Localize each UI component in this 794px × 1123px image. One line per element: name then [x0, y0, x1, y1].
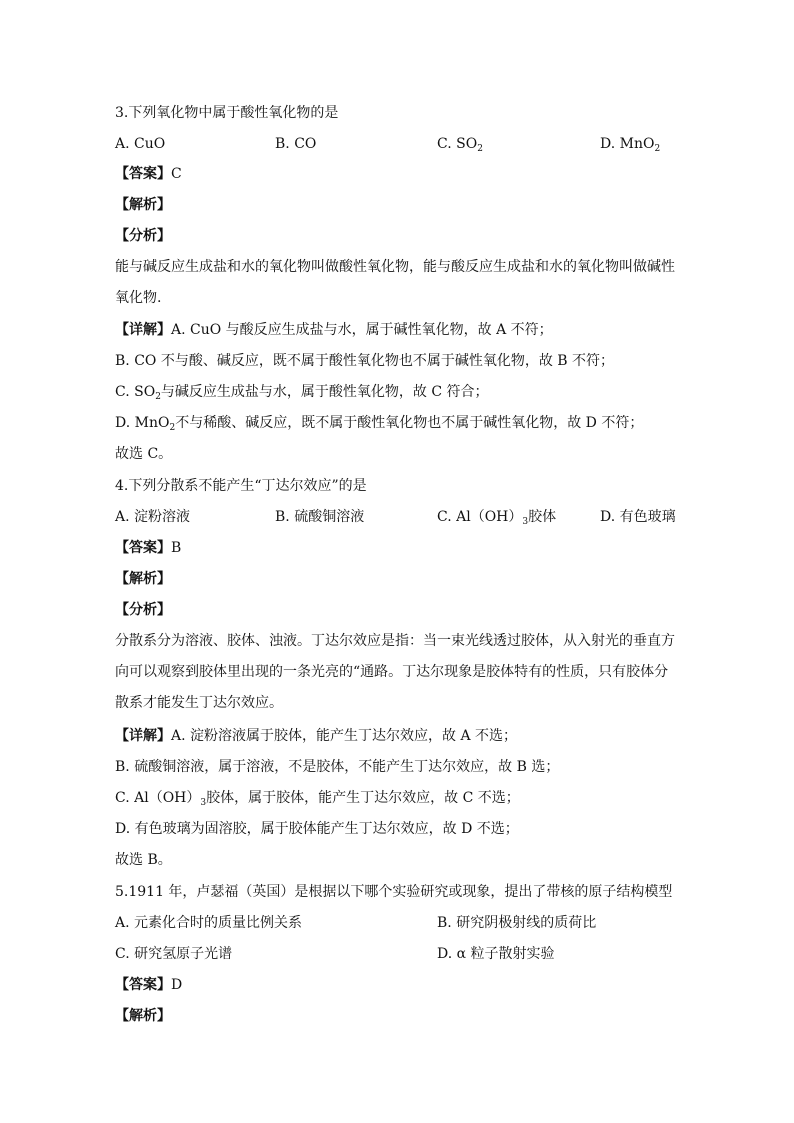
q4-detail-label: 【详解】 [115, 728, 171, 744]
q4-option-b: B. 硫酸铜溶液 [275, 509, 365, 525]
q4-option-c-sub: 3 [522, 517, 529, 527]
q3-detail-label: 【详解】 [115, 322, 171, 338]
q4-fenxi-line-2: 向可以观察到胶体里出现的一条光亮的“通路。丁达尔现象是胶体特有的性质，只有胶体分 [115, 664, 669, 680]
q5-answer-label: 【答案】 [115, 977, 171, 993]
q5-option-b: B. 研究阴极射线的质荷比 [437, 915, 597, 931]
q3-option-d-sub: 2 [654, 144, 661, 154]
q5-answer-value: D [171, 977, 183, 993]
q5-option-d: D. α 粒子散射实验 [437, 946, 555, 962]
q5-stem: 5.1911 年，卢瑟福（英国）是根据以下哪个实验研究或现象，提出了带核的原子结构模型 [115, 884, 673, 900]
q3-analysis-label: 【解析】 [115, 197, 171, 213]
q3-option-c-sub: 2 [477, 144, 483, 154]
q4-detail-c [115, 788, 520, 813]
q5-option-c: C. 研究氢原子光谱 [115, 946, 233, 962]
q5-option-a: A. 元素化合时的质量比例关系 [115, 915, 303, 931]
q4-option-c-post: 胶体 [528, 509, 557, 525]
q3-detail-a-text: A. CuO 与酸反应生成盐与水，属于碱性氧化物，故 A 不符； [171, 322, 553, 338]
q4-answer-value: B [171, 540, 182, 556]
q4-answer-label: 【答案】 [115, 540, 171, 556]
q3-detail-c [115, 382, 489, 407]
q4-detail-a-text: A. 淀粉溶液属于胶体，能产生丁达尔效应，故 A 不选； [171, 728, 518, 744]
q3-option-c-text: C. SO [437, 136, 478, 152]
q3-fenxi-line-2: 氧化物. [115, 290, 162, 306]
q4-fenxi-line-1: 分散系分为溶液、胶体、浊液。丁达尔效应是指：当一束光线透过胶体，从入射光的垂直方 [115, 633, 675, 649]
q3-option-b: B. CO [275, 136, 317, 152]
q3-detail-c-pre: C. SO [115, 384, 156, 400]
q3-detail-a [115, 320, 553, 340]
q3-detail-c-sub: 2 [155, 392, 161, 402]
q4-option-c-pre: C. Al（OH） [437, 509, 523, 525]
q3-option-d-text: D. MnO [600, 136, 655, 152]
q3-detail-d [115, 413, 643, 438]
q4-analysis-label: 【解析】 [115, 571, 171, 587]
q3-fenxi-line-1: 能与碱反应生成盐和水的氧化物叫做酸性氧化物，能与酸反应生成盐和水的氧化物叫做碱性 [115, 259, 675, 275]
q3-option-a: A. CuO [115, 136, 166, 152]
q3-detail-b: B. CO 不与酸、碱反应，既不属于酸性氧化物也不属于碱性氧化物，故 B 不符； [115, 353, 615, 369]
q4-option-d: D. 有色玻璃 [600, 509, 676, 525]
q3-option-d [600, 134, 660, 159]
q4-conclusion: 故选 B。 [115, 852, 172, 868]
q3-answer [115, 164, 182, 184]
q4-option-a: A. 淀粉溶液 [115, 509, 191, 525]
q3-fenxi-label: 【分析】 [115, 228, 171, 244]
q4-detail-c-sub: 3 [200, 798, 207, 808]
q3-conclusion: 故选 C。 [115, 446, 173, 462]
q3-option-c [437, 134, 483, 159]
q4-option-c [437, 507, 556, 532]
q5-analysis-label: 【解析】 [115, 1008, 171, 1024]
q3-detail-d-pre: D. MnO [115, 415, 170, 431]
q4-fenxi-line-3: 散系才能发生丁达尔效应。 [115, 695, 283, 711]
q4-detail-b: B. 硫酸铜溶液，属于溶液，不是胶体，不能产生丁达尔效应，故 B 选； [115, 759, 560, 775]
q4-detail-a [115, 726, 517, 746]
q3-stem: 3.下列氧化物中属于酸性氧化物的是 [115, 105, 339, 121]
q4-detail-c-post: 胶体，属于胶体，能产生丁达尔效应，故 C 不选； [206, 790, 520, 806]
q4-detail-d: D. 有色玻璃为固溶胶，属于胶体能产生丁达尔效应，故 D 不选； [115, 821, 519, 837]
q4-fenxi-label: 【分析】 [115, 602, 171, 618]
q3-answer-label: 【答案】 [115, 166, 171, 182]
q4-answer [115, 538, 181, 558]
q5-answer [115, 975, 182, 995]
q3-detail-d-sub: 2 [169, 423, 176, 433]
q4-detail-c-pre: C. Al（OH） [115, 790, 201, 806]
q3-detail-c-post: 与碱反应生成盐与水，属于酸性氧化物，故 C 符合； [160, 384, 489, 400]
q3-answer-value: C [171, 166, 182, 182]
q3-detail-d-post: 不与稀酸、碱反应，既不属于酸性氧化物也不属于碱性氧化物，故 D 不符； [175, 415, 644, 431]
q4-stem: 4.下列分散系不能产生“丁达尔效应”的是 [115, 478, 367, 494]
